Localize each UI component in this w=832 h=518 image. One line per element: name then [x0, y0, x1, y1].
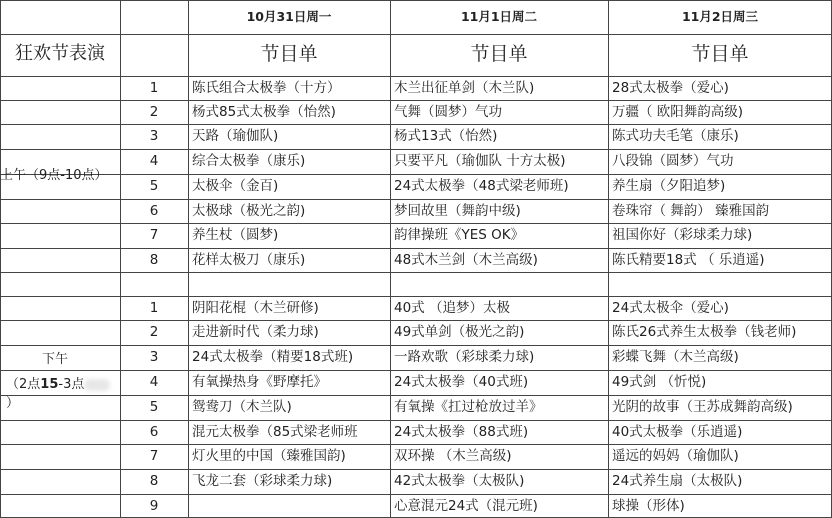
program-number: 5	[149, 399, 159, 415]
program-cell: 24式太极伞（爱心)	[612, 300, 729, 316]
program-cell: 球操（形体)	[612, 498, 685, 514]
program-cell: 一路欢歌（彩球柔力球)	[394, 349, 535, 365]
grid-column-line	[0, 0, 1, 518]
program-cell: 双环操 （木兰高级)	[394, 448, 512, 464]
grid-row-line	[0, 272, 832, 273]
program-cell: 心意混元24式（混元班)	[394, 498, 538, 514]
afternoon-time-minute: 15	[40, 377, 59, 392]
program-cell: 混元太极拳（85式梁老师班	[192, 424, 358, 440]
program-number: 9	[149, 498, 159, 514]
blurred-mark	[84, 379, 110, 391]
program-cell: 光阴的故事（王苏成舞韵高级)	[612, 399, 793, 415]
program-number: 3	[149, 128, 159, 144]
program-cell: 养生杖（圆梦)	[192, 227, 279, 243]
program-number: 1	[149, 300, 159, 316]
date-header-2: 11月1日周二	[460, 9, 538, 24]
program-cell: 遥远的妈妈（瑜伽队)	[612, 448, 739, 464]
program-cell: 气舞（圆梦）气功	[394, 104, 502, 120]
program-number: 1	[149, 80, 159, 96]
program-cell	[192, 494, 388, 518]
program-cell: 48式木兰剑（木兰高级)	[394, 252, 538, 268]
program-cell: 28式太极拳（爱心)	[612, 80, 729, 96]
program-number: 8	[149, 252, 159, 268]
afternoon-time-start: （2点	[6, 377, 41, 392]
program-number: 4	[149, 374, 159, 390]
program-header-2: 节目单	[470, 43, 528, 65]
afternoon-label	[0, 348, 120, 411]
program-cell: 太极球（极光之韵)	[192, 203, 306, 219]
program-cell: 综合太极拳（康乐)	[192, 153, 306, 169]
program-cell: 49式剑 （忻悦)	[612, 374, 707, 390]
event-title: 狂欢节表演	[15, 43, 105, 64]
program-cell: 24式太极拳（精要18式班)	[192, 349, 354, 365]
program-cell: 卷珠帘（ 舞韵） 臻雅国韵	[612, 203, 770, 219]
program-cell: 42式太极拳（太极队)	[394, 473, 525, 489]
program-cell: 养生扇（夕阳追梦)	[612, 178, 726, 194]
program-number: 6	[149, 424, 159, 440]
program-cell: 韵律操班《YES OK》	[394, 227, 525, 243]
program-cell: 花样太极刀（康乐)	[192, 252, 306, 268]
program-number: 4	[149, 153, 159, 169]
program-cell: 24式太极拳（88式班)	[394, 424, 529, 440]
program-cell: 祖国你好（彩球柔力球)	[612, 227, 753, 243]
program-cell: 八段锦（圆梦）气功	[612, 153, 734, 169]
program-cell: 走进新时代（柔力球)	[192, 324, 319, 340]
program-cell: 陈式功夫毛笔（康乐)	[612, 128, 739, 144]
program-cell: 49式单剑（极光之韵)	[394, 324, 525, 340]
program-number: 3	[149, 349, 159, 365]
program-cell: 阴阳花棍（木兰研修)	[192, 300, 319, 316]
program-cell: 太极伞（金百)	[192, 178, 279, 194]
program-cell: 40式 （追梦）太极	[394, 300, 510, 316]
grid-column-line	[390, 0, 391, 518]
afternoon-label-line1: 下午	[42, 352, 69, 367]
program-cell: 陈氏组合太极拳（十方）	[192, 80, 341, 96]
program-number: 7	[149, 448, 159, 464]
program-cell: 40式太极拳（乐逍遥)	[612, 424, 743, 440]
program-cell: 飞龙二套（彩球柔力球)	[192, 473, 333, 489]
program-number: 6	[149, 203, 159, 219]
program-cell: 24式太极拳（40式班)	[394, 374, 529, 390]
program-cell: 杨式85式太极拳（怡然)	[192, 104, 336, 120]
program-cell: 万疆（ 欧阳舞韵高级)	[612, 104, 744, 120]
program-cell: 杨式13式（怡然)	[394, 128, 498, 144]
program-cell: 天路（瑜伽队)	[192, 128, 279, 144]
program-number: 2	[149, 104, 159, 120]
program-number: 5	[149, 178, 159, 194]
program-number: 2	[149, 324, 159, 340]
program-cell: 鸳鸯刀（木兰队)	[192, 399, 292, 415]
grid-column-line	[608, 0, 609, 518]
program-cell: 梦回故里（舞韵中级)	[394, 203, 521, 219]
program-cell: 彩蝶飞舞（木兰高级)	[612, 349, 739, 365]
program-cell: 只要平凡（瑜伽队 十方太极)	[394, 153, 566, 169]
date-header-1: 10月31日周一	[246, 9, 332, 24]
program-cell: 陈氏26式养生太极拳（钱老师)	[612, 324, 797, 340]
afternoon-time-close: ）	[6, 396, 20, 411]
program-cell: 24式养生扇（太极队)	[612, 473, 743, 489]
program-cell: 木兰出征单剑（木兰队)	[394, 80, 535, 96]
program-header-1: 节目单	[260, 43, 318, 65]
morning-label: 上午（9点-10点）	[0, 168, 108, 183]
program-header-3: 节目单	[691, 43, 749, 65]
program-cell: 有氧操《扛过枪放过羊》	[394, 399, 543, 415]
program-number: 8	[149, 473, 159, 489]
program-cell: 24式太极拳（48式梁老师班)	[394, 178, 569, 194]
afternoon-time-end: -3点	[58, 377, 85, 392]
program-cell: 陈氏精要18式 （ 乐逍遥)	[612, 252, 765, 268]
program-number: 7	[149, 227, 159, 243]
grid-column-line	[188, 0, 189, 518]
date-header-3: 11月2日周三	[681, 9, 759, 24]
program-cell: 灯火里的中国（臻雅国韵)	[192, 448, 346, 464]
afternoon-label-line2	[0, 373, 120, 411]
program-cell: 有氧操热身《野摩托》	[192, 374, 327, 390]
